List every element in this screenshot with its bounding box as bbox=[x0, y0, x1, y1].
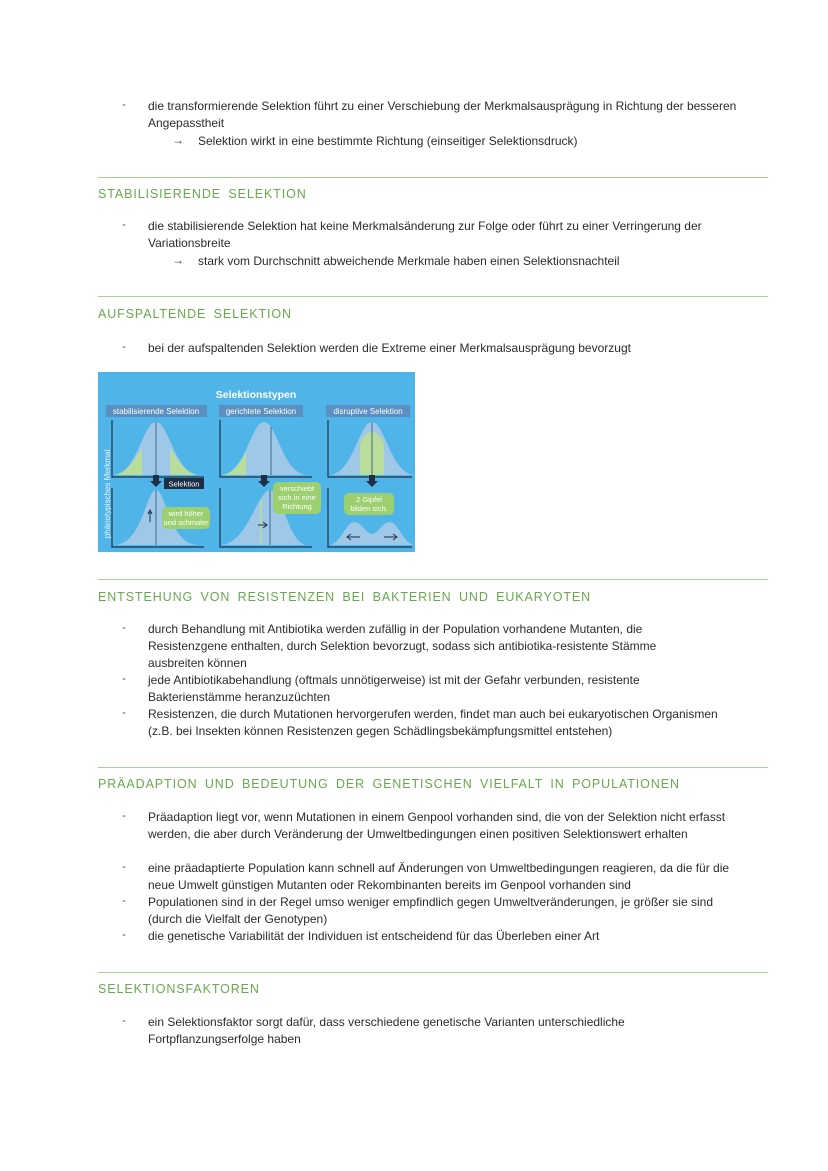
arrow-marker: → bbox=[172, 253, 184, 267]
section-divider bbox=[98, 296, 768, 297]
result-label-gerichtet: verschiebt bbox=[279, 484, 315, 493]
section-heading-aufspaltend: AUFSPALTENDE SELEKTION bbox=[98, 307, 292, 321]
bullet-text: Populationen sind in der Regel umso weniger empfindlich gegen Umweltveränderungen, je größer sie sind (durch die Vielfalt der Genotypen) bbox=[148, 895, 713, 926]
bullet-marker: - bbox=[122, 1015, 126, 1027]
section-divider bbox=[98, 579, 768, 580]
panel-label-gerichtet: gerichtete Selektion bbox=[225, 407, 297, 416]
result-label-stabilisierend: wird höher bbox=[168, 509, 204, 518]
figure-title: Selektionstypen bbox=[215, 389, 297, 401]
bullet-text: Resistenzen, die durch Mutationen hervorgerufen werden, findet man auch bei eukaryotischen Organismen (z.B. bei Insekten können Resistenzen gegen Schädlingsbekämpfungsmittel entstehen) bbox=[148, 707, 718, 738]
result-label-gerichtet: Richtung bbox=[282, 502, 312, 511]
bullet-marker: - bbox=[122, 219, 126, 231]
bullet-text: Präadaption liegt vor, wenn Mutationen in einem Genpool vorhanden sind, die von der Selektion nicht erfasst werden, die aber durch Veränderung der Umweltbedingungen einen positiven Selektionswert erhalten bbox=[148, 810, 726, 841]
panel-label-disruptiv: disruptive Selektion bbox=[333, 407, 403, 416]
section-heading-faktoren: SELEKTIONSFAKTOREN bbox=[98, 982, 260, 996]
y-axis-label: phänotypisches Merkmal bbox=[103, 449, 112, 539]
bullet-marker: - bbox=[122, 810, 126, 822]
bullet-text: durch Behandlung mit Antibiotika werden zufällig in der Population vorhandene Mutanten, die Resistenzgene enthalten, durch Selektion bevorzugt, sodass sich antibiotika-resistente Stämme ausbreiten können bbox=[148, 622, 657, 670]
bullet-text: eine präadaptierte Population kann schnell auf Änderungen von Umweltbedingungen reagieren, da die für die neue Umwelt günstigen Mutanten oder Rekombinanten bereits im Genpool vorhanden sind bbox=[148, 861, 730, 892]
bullet-marker: - bbox=[122, 861, 126, 873]
bullet-text: jede Antibiotikabehandlung (oftmals unnötigerweise) ist mit der Gefahr verbunden, resistente Bakterienstämme heranzuzüchten bbox=[148, 673, 640, 704]
selection-types-diagram bbox=[98, 372, 415, 552]
bullet-text: die stabilisierende Selektion hat keine Merkmalsänderung zur Folge oder führt zu einer Verringerung der Variationsbreite bbox=[148, 219, 702, 250]
bullet-marker: - bbox=[122, 99, 126, 111]
arrow-text: Selektion wirkt in eine bestimmte Richtung (einseitiger Selektionsdruck) bbox=[198, 134, 578, 148]
bullet-text: bei der aufspaltenden Selektion werden die Extreme einer Merkmalsausprägung bevorzugt bbox=[148, 341, 631, 355]
section-heading-stabilisierend: STABILISIERENDE SELEKTION bbox=[98, 187, 307, 201]
bullet-marker: - bbox=[122, 341, 126, 353]
selection-arrow-label: Selektion bbox=[168, 479, 200, 489]
bullet-marker: - bbox=[122, 929, 126, 941]
bullet-text: die transformierende Selektion führt zu einer Verschiebung der Merkmalsausprägung in Richtung der besseren Angepasstheit bbox=[148, 99, 737, 130]
selection-types-figure bbox=[98, 372, 415, 552]
result-label-stabilisierend: und schmaler bbox=[163, 518, 209, 527]
arrow-marker: → bbox=[172, 133, 184, 147]
bullet-marker: - bbox=[122, 673, 126, 685]
section-heading-resistenzen: ENTSTEHUNG VON RESISTENZEN BEI BAKTERIEN UND EUKARYOTEN bbox=[98, 590, 592, 604]
bullet-text: die genetische Variabilität der Individuen ist entscheidend für das Überleben einer Art bbox=[148, 929, 600, 943]
section-divider bbox=[98, 972, 768, 973]
result-label-disruptiv: bilden sich. bbox=[350, 504, 388, 513]
result-label-gerichtet: sich in eine bbox=[278, 493, 316, 502]
arrow-text: stark vom Durchschnitt abweichende Merkmale haben einen Selektionsnachteil bbox=[198, 254, 620, 268]
bullet-marker: - bbox=[122, 707, 126, 719]
section-heading-praeadaption: PRÄADAPTION UND BEDEUTUNG DER GENETISCHEN VIELFALT IN POPULATIONEN bbox=[98, 777, 680, 791]
bullet-marker: - bbox=[122, 895, 126, 907]
bullet-text: ein Selektionsfaktor sorgt dafür, dass verschiedene genetische Varianten unterschiedliche Fortpflanzungserfolge haben bbox=[148, 1015, 625, 1046]
section-divider bbox=[98, 177, 768, 178]
section-divider bbox=[98, 767, 768, 768]
panel-label-stabilisierend: stabilisierende Selektion bbox=[112, 407, 200, 416]
result-label-disruptiv: 2 Gipfel bbox=[356, 495, 382, 504]
bullet-marker: - bbox=[122, 622, 126, 634]
